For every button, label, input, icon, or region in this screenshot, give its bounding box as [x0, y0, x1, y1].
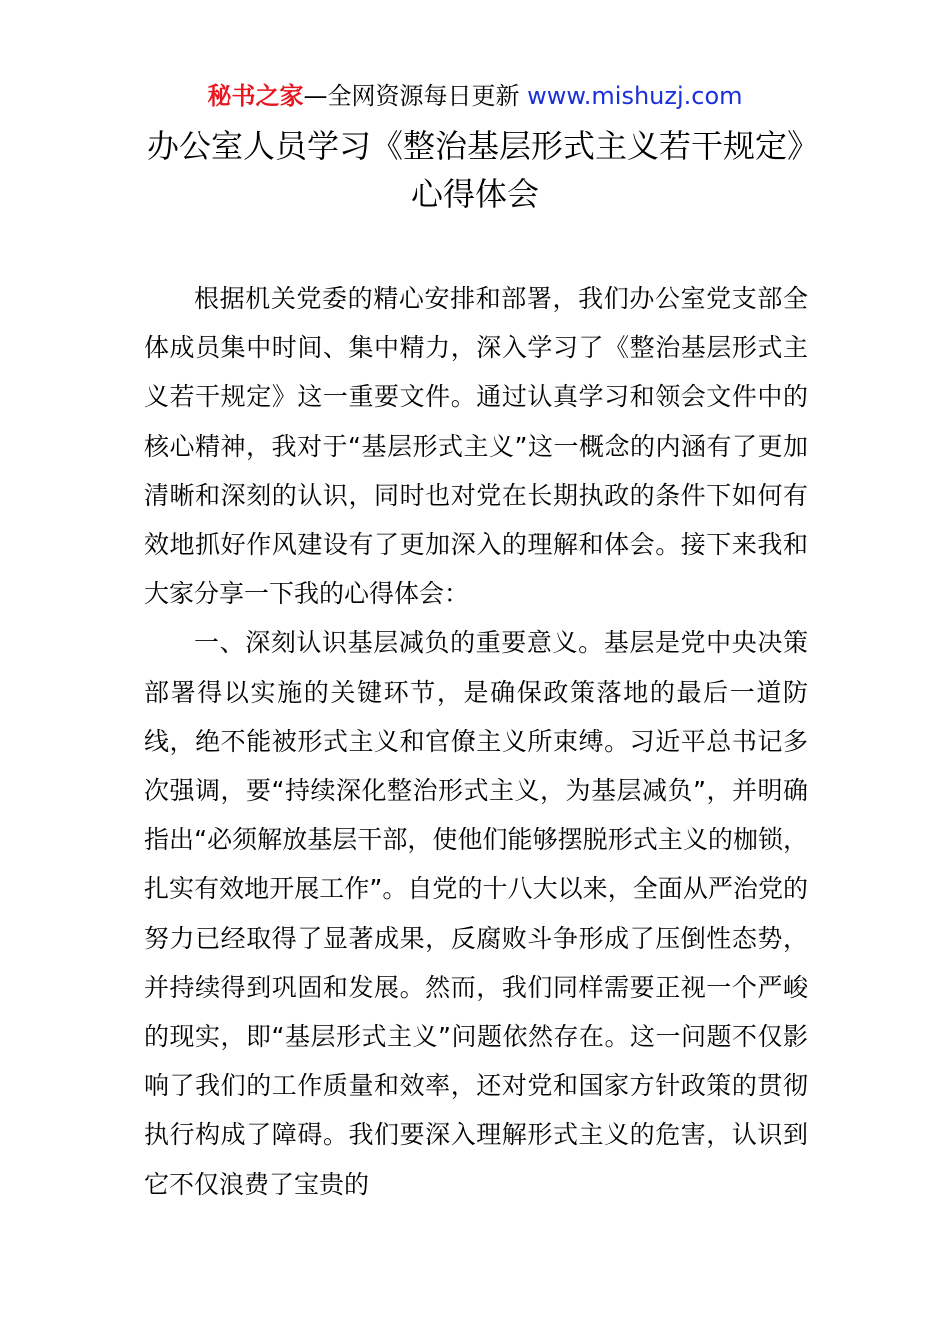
document-title: 办公室人员学习《整治基层形式主义若干规定》心得体会 [146, 127, 803, 213]
site-header [0, 80, 950, 112]
paragraph-intro: 根据机关党委的精心安排和部署，我们办公室党支部全体成员集中时间、集中精力，深入学习了《整治基层形式主义若干规定》这一重要文件。通过认真学习和领会文件中的核心精神，我对于“基层形式主义”这一概念的内涵有了更加清晰和深刻的认识，同时也对党在长期执政的条件下如何有效地抓好作风建设有了更加深入的理解和体会。接下来我和大家分享一下我的心得体会： [144, 284, 808, 609]
brand-name: 秘书之家 [207, 82, 304, 110]
paragraph-section-one: 一、深刻认识基层减负的重要意义。基层是党中央决策部署得以实施的关键环节，是确保政策落地的最后一道防线，绝不能被形式主义和官僚主义所束缚。习近平总书记多次强调，要“持续深化整治形式主义，为基层减负”，并明确指出“必须解放基层干部，使他们能够摆脱形式主义的枷锁，扎实有效地开展工作”。自党的十八大以来，全面从严治党的努力已经取得了显著成果，反腐败斗争形成了压倒性态势，并持续得到巩固和发展。然而，我们同样需要正视一个严峻的现实，即“基层形式主义”问题依然存在。这一问题不仅影响了我们的工作质量和效率，还对党和国家方针政策的贯彻执行构成了障碍。我们要深入理解形式主义的危害，认识到它不仅浪费了宝贵的 [144, 628, 808, 1199]
document-body [144, 274, 808, 1209]
header-tagline: —全网资源每日更新 [303, 82, 528, 110]
site-url-link[interactable]: www.mishuzj.com [527, 82, 743, 110]
